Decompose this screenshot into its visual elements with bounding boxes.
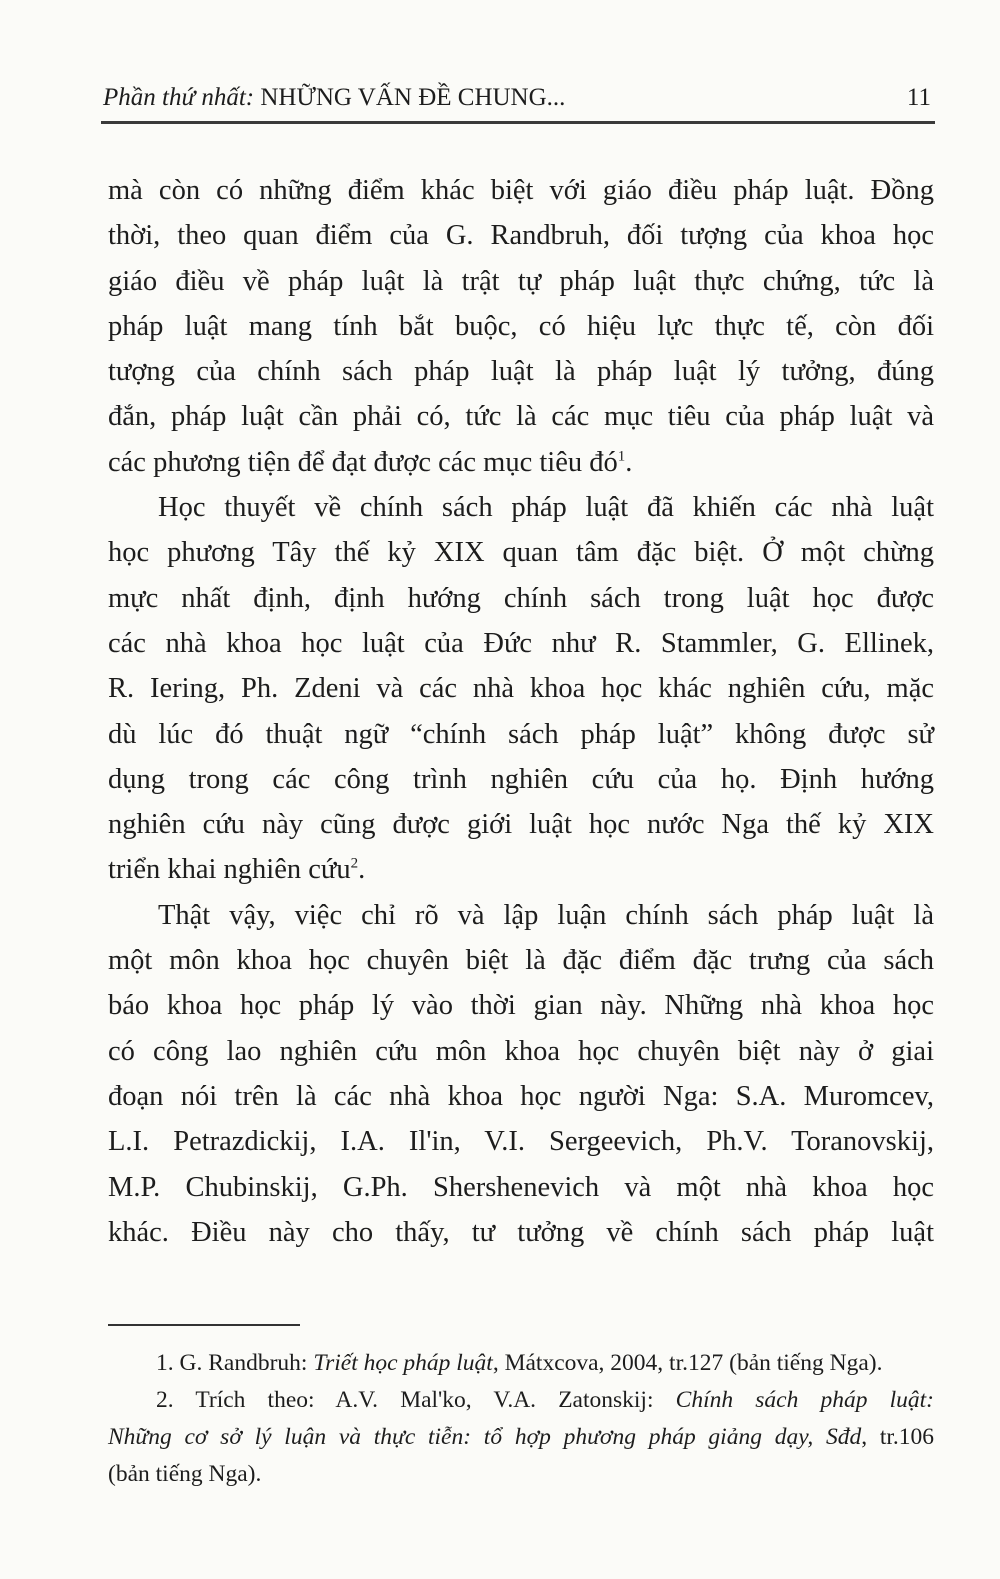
body-text: [108, 168, 934, 1255]
text-line: [108, 213, 934, 258]
section-label: Phần thứ nhất:: [103, 84, 255, 111]
line-text: báo khoa học pháp lý vào thời gian này. Những nhà khoa học: [108, 990, 934, 1022]
section-title: [103, 84, 565, 112]
page-number: 11: [906, 84, 931, 111]
text-line: [108, 485, 934, 530]
line-text: nghiên cứu này cũng được giới luật học nước Nga thế kỷ XIX: [108, 809, 934, 841]
fn2-title: Những cơ sở lý luận và thực tiễn: tổ hợp phương pháp giảng dạy, Sđd: [108, 1424, 862, 1450]
text-line: [108, 983, 934, 1028]
footnotes: [108, 1345, 934, 1493]
text-line: [108, 576, 934, 621]
line-text: khác. Điều này cho thấy, tư tưởng về chính sách pháp luật: [108, 1216, 934, 1248]
text-line: [108, 349, 934, 394]
text-line: [108, 938, 934, 983]
line-text: các nhà khoa học luật của Đức như R. Stammler, G. Ellinek,: [108, 627, 934, 659]
fn2-text: , tr.106: [861, 1424, 934, 1450]
line-text: các phương tiện để đạt được các mục tiêu đó: [108, 446, 618, 478]
text-line: [108, 1119, 934, 1164]
footnote-2: [108, 1382, 934, 1419]
text-line: [108, 621, 934, 666]
text-line: [108, 440, 934, 485]
fn2-text: 2. Trích theo: A.V. Mal'ko, V.A. Zatonskij:: [156, 1387, 676, 1413]
header-rule: [101, 121, 935, 124]
line-text: đắn, pháp luật cần phải có, tức là các mục tiêu của pháp luật và: [108, 401, 934, 433]
footnote-2-line: [108, 1419, 934, 1456]
footnote-1: [108, 1345, 934, 1382]
line-text: L.I. Petrazdickij, I.A. Il'in, V.I. Sergeevich, Ph.V. Toranovskij,: [108, 1126, 934, 1158]
fn1-title: Triết học pháp luật: [313, 1350, 493, 1376]
text-line: [108, 893, 934, 938]
line-text: Học thuyết về chính sách pháp luật đã khiến các nhà luật: [158, 492, 934, 524]
running-header: [103, 84, 933, 118]
line-text: pháp luật mang tính bắt buộc, có hiệu lực thực tế, còn đối: [108, 310, 934, 342]
section-name: NHỮNG VẤN ĐỀ CHUNG...: [254, 84, 566, 111]
line-text: M.P. Chubinskij, G.Ph. Shershenevich và một nhà khoa học: [108, 1171, 934, 1203]
line-text: .: [358, 854, 366, 886]
line-text: một môn khoa học chuyên biệt là đặc điểm đặc trưng của sách: [108, 945, 934, 977]
fn2-title: Chính sách pháp luật:: [675, 1387, 934, 1413]
line-text: thời, theo quan điểm của G. Randbruh, đối tượng của khoa học: [108, 220, 934, 252]
text-line: [108, 802, 934, 847]
text-line: [108, 757, 934, 802]
footnote-2-line: [108, 1456, 934, 1493]
line-text: giáo điều về pháp luật là trật tự pháp luật thực chứng, tức là: [108, 265, 934, 297]
footnote-marker[interactable]: 1: [617, 448, 626, 465]
text-line: [108, 168, 934, 213]
text-line: [108, 1029, 934, 1074]
footnote-rule: [108, 1324, 300, 1326]
line-text: có công lao nghiên cứu môn khoa học chuyên biệt này ở giai: [108, 1035, 934, 1067]
line-text: dù lúc đó thuật ngữ “chính sách pháp luật” không được sử: [108, 718, 934, 750]
line-text: .: [625, 446, 633, 478]
line-text: R. Iering, Ph. Zdeni và các nhà khoa học khác nghiên cứu, mặc: [108, 673, 934, 705]
line-text: học phương Tây thế kỷ XIX quan tâm đặc biệt. Ở một chừng: [108, 537, 934, 569]
text-line: [108, 712, 934, 757]
line-text: mà còn có những điểm khác biệt với giáo điều pháp luật. Đồng: [108, 175, 934, 206]
text-line: [108, 847, 934, 892]
text-line: [108, 1210, 934, 1255]
line-text: dụng trong các công trình nghiên cứu của họ. Định hướng: [108, 763, 934, 795]
text-line: [108, 1074, 934, 1119]
line-text: đoạn nói trên là các nhà khoa học người Nga: S.A. Muromcev,: [108, 1080, 934, 1112]
text-line: [108, 394, 934, 439]
fn1-text: , Mátxcova, 2004, tr.127 (bản tiếng Nga).: [492, 1350, 883, 1376]
text-line: [108, 1165, 934, 1210]
line-text: tượng của chính sách pháp luật là pháp luật lý tưởng, đúng: [108, 356, 934, 388]
fn2-text: (bản tiếng Nga).: [108, 1461, 262, 1487]
text-line: [108, 530, 934, 575]
text-line: [108, 304, 934, 349]
text-line: [108, 666, 934, 711]
text-line: [108, 259, 934, 304]
line-text: mực nhất định, định hướng chính sách trong luật học được: [108, 582, 934, 614]
line-text: Thật vậy, việc chỉ rõ và lập luận chính sách pháp luật là: [158, 899, 934, 931]
line-text: triển khai nghiên cứu: [108, 854, 351, 886]
fn1-text: 1. G. Randbruh:: [156, 1350, 314, 1376]
footnote-marker[interactable]: 2: [350, 855, 359, 872]
